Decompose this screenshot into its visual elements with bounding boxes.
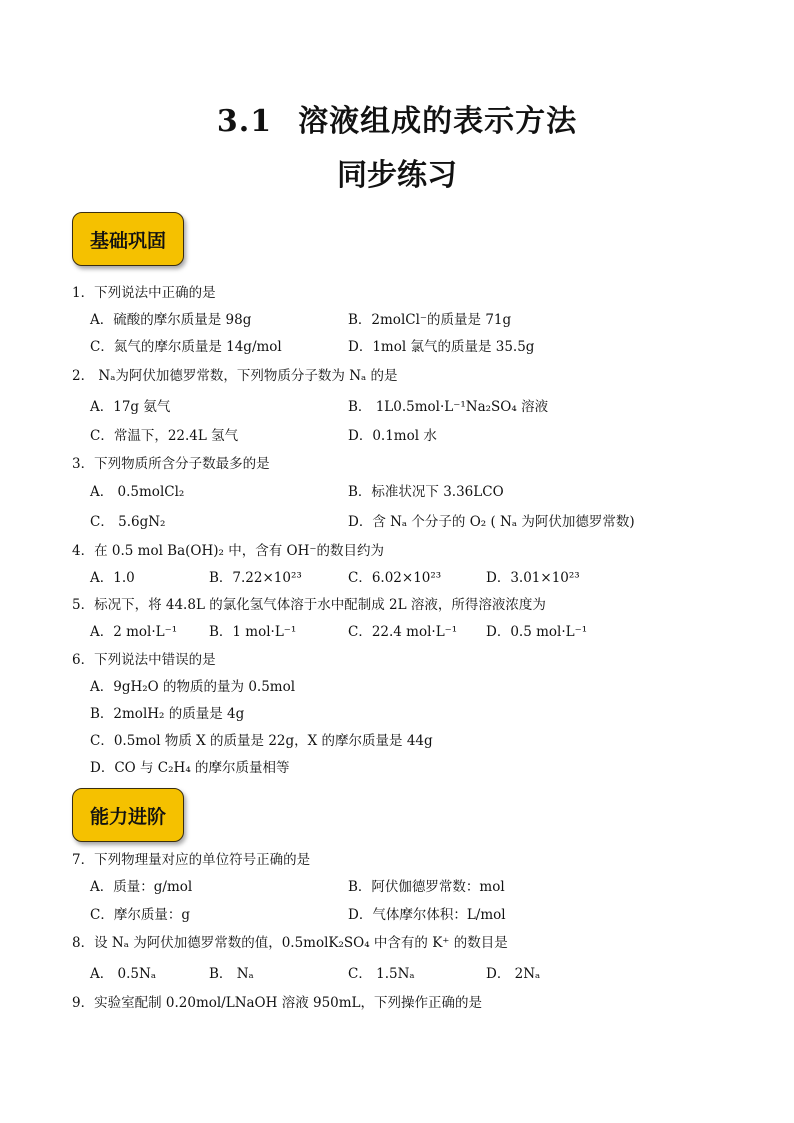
title-text: 溶液组成的表示方法 [298, 104, 578, 139]
question-5-option-c: C．22.4 mol·L⁻¹ [348, 624, 458, 640]
question-7-option-c: C．摩尔质量：g [90, 907, 190, 923]
question-1-option-b: B．2molCl⁻的质量是 71g [348, 312, 512, 328]
question-4-option-b: B．7.22×10²³ [209, 570, 302, 586]
question-1-option-c: C．氮气的摩尔质量是 14g/mol [90, 339, 282, 355]
question-4-option-d: D．3.01×10²³ [486, 570, 580, 586]
question-6-option-b: B．2molH₂ 的质量是 4g [90, 706, 245, 722]
question-2-option-c: C．常温下，22.4L 氢气 [90, 428, 239, 444]
question-8-option-a: A． 0.5Nₐ [90, 966, 157, 982]
question-8-option-c: C． 1.5Nₐ [348, 966, 415, 982]
question-7-stem: 7．下列物理量对应的单位符号正确的是 [72, 852, 311, 868]
section-badge-advanced: 能力进阶 [72, 788, 184, 842]
question-7-option-b: B．阿伏伽德罗常数：mol [348, 879, 505, 895]
section-number: 3.1 [216, 104, 273, 139]
question-8-stem: 8．设 Nₐ 为阿伏加德罗常数的值，0.5molK₂SO₄ 中含有的 K⁺ 的数目是 [72, 935, 508, 951]
question-3-option-d: D．含 Nₐ 个分子的 O₂ ( Nₐ 为阿伏加德罗常数) [348, 514, 635, 530]
question-6-stem: 6．下列说法中错误的是 [72, 652, 216, 668]
question-3-option-b: B．标准状况下 3.36LCO [348, 484, 504, 500]
question-5-stem: 5．标况下，将 44.8L 的氯化氢气体溶于水中配制成 2L 溶液，所得溶液浓度为 [72, 597, 546, 613]
question-2-option-a: A．17g 氨气 [90, 399, 171, 415]
question-3-option-c: C． 5.6gN₂ [90, 514, 166, 530]
question-2-stem: 2． Nₐ为阿伏加德罗常数，下列物质分子数为 Nₐ 的是 [72, 368, 398, 384]
question-5-option-d: D．0.5 mol·L⁻¹ [486, 624, 588, 640]
page-title [0, 96, 794, 140]
question-4-option-a: A．1.0 [90, 570, 135, 586]
question-2-option-d: D．0.1mol 水 [348, 428, 437, 444]
section-badge-basic: 基础巩固 [72, 212, 184, 266]
question-3-option-a: A． 0.5molCl₂ [90, 484, 185, 500]
question-5-option-a: A．2 mol·L⁻¹ [90, 624, 178, 640]
question-9-stem: 9．实验室配制 0.20mol/LNaOH 溶液 950mL，下列操作正确的是 [72, 995, 483, 1011]
question-6-option-a: A．9gH₂O 的物质的量为 0.5mol [90, 679, 296, 695]
question-5-option-b: B．1 mol·L⁻¹ [209, 624, 297, 640]
question-6-option-d: D．CO 与 C₂H₄ 的摩尔质量相等 [90, 760, 290, 776]
question-8-option-b: B． Nₐ [209, 966, 254, 982]
question-7-option-d: D．气体摩尔体积：L/mol [348, 907, 506, 923]
question-2-option-b: B． 1L0.5mol·L⁻¹Na₂SO₄ 溶液 [348, 399, 549, 415]
question-1-option-d: D．1mol 氯气的质量是 35.5g [348, 339, 535, 355]
question-1-option-a: A．硫酸的摩尔质量是 98g [90, 312, 252, 328]
question-1-stem: 1．下列说法中正确的是 [72, 285, 216, 301]
question-4-option-c: C．6.02×10²³ [348, 570, 442, 586]
question-4-stem: 4．在 0.5 mol Ba(OH)₂ 中，含有 OH⁻的数目约为 [72, 543, 384, 559]
question-7-option-a: A．质量：g/mol [90, 879, 193, 895]
question-6-option-c: C．0.5mol 物质 X 的质量是 22g，X 的摩尔质量是 44g [90, 733, 433, 749]
question-8-option-d: D． 2Nₐ [486, 966, 541, 982]
question-3-stem: 3．下列物质所含分子数最多的是 [72, 456, 270, 472]
page-subtitle: 同步练习 [337, 158, 457, 193]
